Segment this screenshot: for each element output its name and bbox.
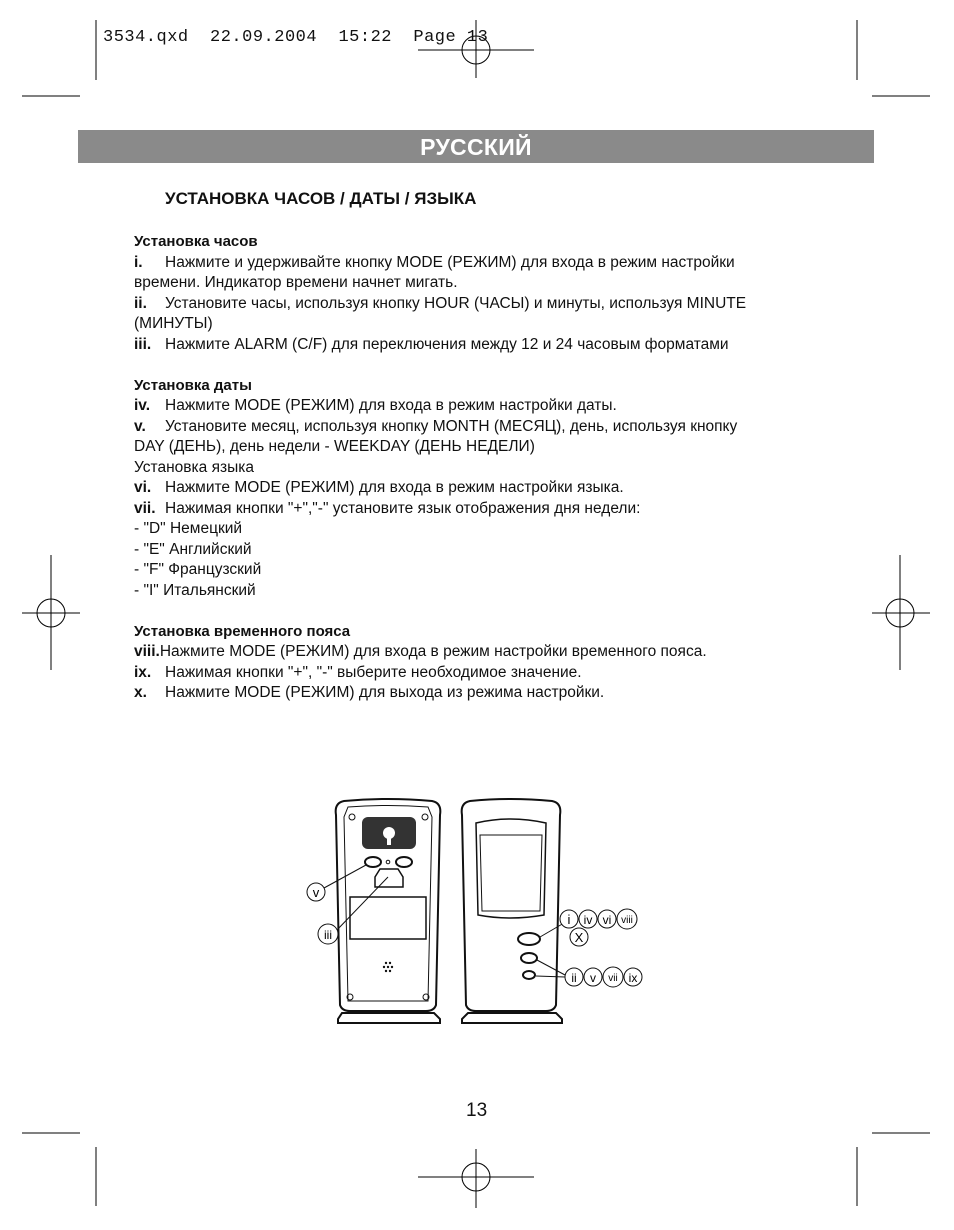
device-back-view: [336, 799, 441, 1023]
label-v-back: [307, 883, 325, 901]
label-v-front: [584, 968, 602, 986]
step-vi: vi. Нажмите MODE (РЕЖИМ) для входа в режим настройки языка.: [134, 479, 624, 496]
instructions: [134, 232, 834, 704]
page-number: 13: [466, 1100, 488, 1121]
label-ix-front: [624, 968, 642, 986]
language-option: - "D" Немецкий: [134, 520, 243, 537]
svg-text:ii: ii: [571, 971, 577, 985]
main-heading: УСТАНОВКА ЧАСОВ / ДАТЫ / ЯЗЫКА: [165, 189, 477, 208]
label-viii-front: [617, 909, 637, 929]
step-ix: ix. Нажимая кнопки "+", "-" выберите необходимое значение.: [134, 663, 582, 681]
language-section-title: Установка языка: [134, 458, 254, 476]
label-i-front: [560, 910, 578, 928]
device-front-view: [462, 799, 562, 1023]
svg-text:vi: vi: [602, 913, 612, 927]
step-v-cont: DAY (ДЕНЬ), день недели - WEEKDAY (ДЕНЬ НЕДЕЛИ): [134, 438, 535, 455]
timezone-section-title: Установка временного пояса: [134, 622, 351, 640]
label-vi-front: [598, 910, 616, 928]
reset-dots-icon: [383, 962, 393, 972]
svg-text:v: v: [590, 971, 596, 985]
step-vii: vii. Нажимая кнопки "+","-" установите язык отображения дня недели:: [134, 499, 641, 517]
svg-text:iv: iv: [583, 913, 593, 927]
step-iv: iv. Нажмите MODE (РЕЖИМ) для входа в режим настройки даты.: [134, 397, 617, 414]
header-date: 22.09.2004: [210, 28, 318, 47]
svg-text:iii: iii: [324, 928, 332, 942]
svg-text:vii: vii: [608, 973, 618, 984]
language-banner: [78, 130, 874, 163]
front-leader-lines: [536, 923, 565, 977]
svg-text:ix: ix: [628, 971, 638, 985]
header-file: 3534.qxd: [103, 28, 189, 47]
header-time: 15:22: [338, 28, 392, 47]
registration-mark-bottom: [418, 1149, 534, 1208]
step-i-cont: времени. Индикатор времени начнет мигать.: [134, 274, 458, 291]
language-option: - "F" Французский: [134, 561, 262, 578]
step-ii-cont: (МИНУТЫ): [134, 315, 213, 332]
print-header: [103, 28, 488, 47]
label-ii-front: [565, 968, 583, 986]
label-iv-front: [579, 910, 597, 928]
label-vii-front: [603, 967, 623, 987]
svg-text:i: i: [567, 912, 571, 927]
registration-mark-left: [22, 555, 80, 670]
step-ii: ii. Установите часы, используя кнопку HOUR (ЧАСЫ) и минуты, используя MINUTE: [134, 294, 747, 312]
language-option: - "E" Английский: [134, 540, 252, 558]
language-option: - "I" Итальянский: [134, 581, 256, 599]
header-page: Page 13: [413, 28, 489, 47]
step-viii: viii.Нажмите MODE (РЕЖИМ) для входа в режим настройки временного пояса.: [134, 643, 707, 660]
svg-text:viii: viii: [621, 915, 633, 926]
step-v: v. Установите месяц, используя кнопку MONTH (МЕСЯЦ), день, используя кнопку: [134, 417, 738, 435]
speaker-grille-icon: [362, 817, 416, 849]
banner-title: РУССКИЙ: [420, 134, 532, 160]
svg-text:v: v: [312, 885, 320, 900]
date-section-title: Установка даты: [134, 376, 252, 394]
label-x-front: [570, 928, 588, 946]
back-leader-lines: [324, 865, 388, 931]
clock-section-title: Установка часов: [134, 233, 258, 250]
device-diagram: [300, 795, 660, 1035]
step-x: x. Нажмите MODE (РЕЖИМ) для выхода из режима настройки.: [134, 684, 605, 701]
label-iii-back: [318, 924, 338, 944]
registration-mark-right: [872, 555, 930, 670]
svg-text:X: X: [574, 930, 584, 945]
step-i: i. Нажмите и удерживайте кнопку MODE (РЕЖИМ) для входа в режим настройки: [134, 253, 735, 271]
step-iii: iii. Нажмите ALARM (C/F) для переключения между 12 и 24 часовым форматами: [134, 335, 729, 353]
